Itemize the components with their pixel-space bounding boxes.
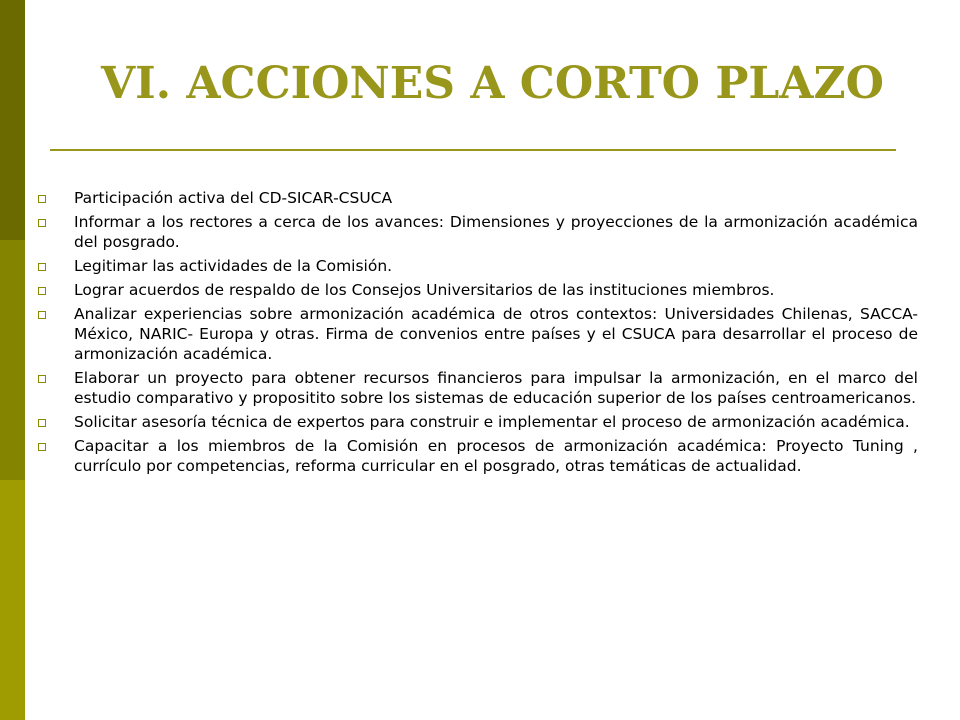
list-item	[36, 280, 918, 300]
slide-title: VI. ACCIONES A CORTO PLAZO	[101, 58, 884, 109]
list-item	[36, 188, 918, 208]
hollow-square-bullet-icon	[38, 219, 46, 227]
hollow-square-bullet-icon	[38, 419, 46, 427]
list-item	[36, 412, 918, 432]
list-item-text: Informar a los rectores a cerca de los avances: Dimensiones y proyecciones de la armonización académica del posgrado.	[74, 213, 918, 251]
hollow-square-bullet-icon	[38, 375, 46, 383]
list-item-text: Solicitar asesoría técnica de expertos para construir e implementar el proceso de armonización académica.	[74, 413, 910, 431]
title-divider	[50, 149, 896, 151]
hollow-square-bullet-icon	[38, 263, 46, 271]
list-item-text: Analizar experiencias sobre armonización académica de otros contextos: Universidades Chilenas, SACCA- México, NARIC- Europa y otras. Firma de convenios entre países y el CSUCA para desarrollar el proceso de armonización académica.	[74, 305, 918, 363]
list-item-text: Legitimar las actividades de la Comisión.	[74, 257, 393, 275]
hollow-square-bullet-icon	[38, 287, 46, 295]
list-item	[36, 304, 918, 364]
hollow-square-bullet-icon	[38, 443, 46, 451]
list-item	[36, 212, 918, 252]
sidebar-accent-bottom	[0, 480, 25, 720]
list-item-text: Elaborar un proyecto para obtener recursos financieros para impulsar la armonización, en el marco del estudio comparativo y propositito sobre los sistemas de educación superior de los países centroamericanos.	[74, 369, 918, 407]
list-item-text: Capacitar a los miembros de la Comisión en procesos de armonización académica: Proyecto Tuning , currículo por competencias, reforma curricular en el posgrado, otras temáticas de actualidad.	[74, 437, 918, 475]
list-item	[36, 368, 918, 408]
sidebar-accent-top	[0, 0, 25, 240]
hollow-square-bullet-icon	[38, 311, 46, 319]
list-item	[36, 436, 918, 476]
sidebar-accent-middle	[0, 240, 25, 480]
list-item-text: Participación activa del CD-SICAR-CSUCA	[74, 189, 393, 207]
bullet-list	[36, 188, 918, 480]
list-item-text: Lograr acuerdos de respaldo de los Consejos Universitarios de las instituciones miembros.	[74, 281, 775, 299]
list-item	[36, 256, 918, 276]
hollow-square-bullet-icon	[38, 195, 46, 203]
